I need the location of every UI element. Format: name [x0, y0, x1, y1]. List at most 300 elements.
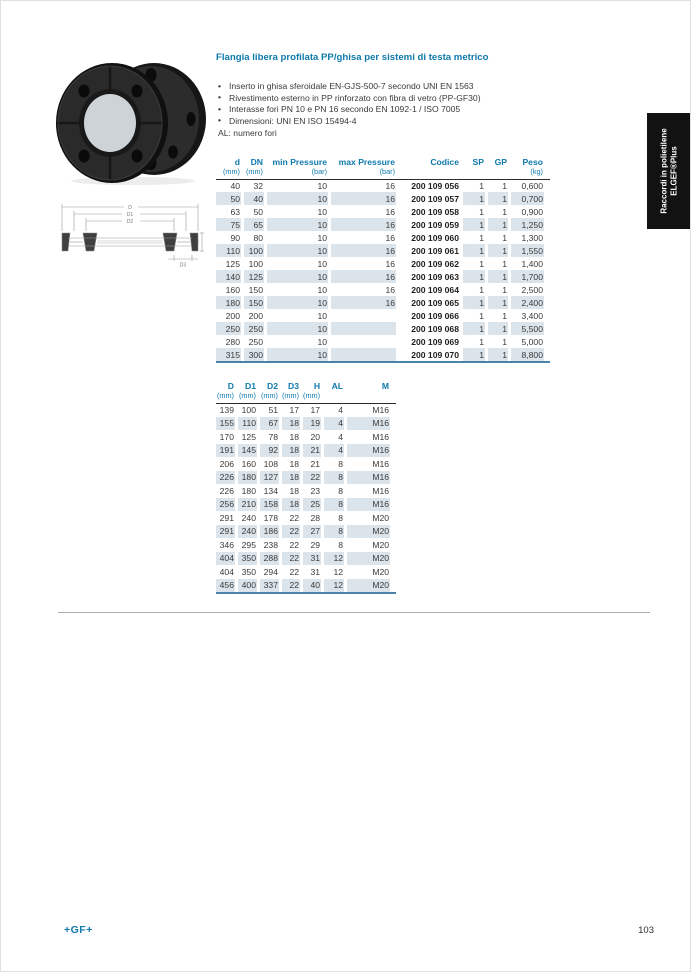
cell-d2: 158: [260, 498, 279, 512]
chapter-tab-text: [659, 128, 678, 213]
cell-codice: 200 109 059: [411, 219, 459, 230]
cell-d: 291: [219, 512, 234, 523]
cell-sp: 1: [479, 310, 484, 321]
table-row: [216, 283, 544, 296]
cell-codice: 200 109 062: [411, 258, 459, 269]
cell-min-pressure: 10: [267, 192, 328, 205]
cell-d3: 22: [282, 552, 300, 566]
table-header: [216, 153, 544, 179]
feature-item: • Dimensioni: UNI EN ISO 15494-4: [218, 116, 481, 128]
cell-d: 50: [216, 192, 241, 205]
dim-label-d: D: [128, 204, 132, 211]
column-unit: (mm): [238, 391, 256, 400]
cell-max-pressure: 16: [385, 180, 395, 191]
dim-label-d2: D2: [126, 218, 134, 225]
table-row: [216, 417, 390, 431]
column-header-d: d: [234, 157, 240, 167]
cell-d1: 145: [238, 444, 257, 458]
cell-m: M16: [347, 498, 390, 512]
cell-d3: 22: [282, 579, 300, 593]
cell-gp: 1: [502, 258, 507, 269]
cell-gp: 1: [488, 348, 508, 361]
cell-min-pressure: 10: [267, 322, 328, 335]
cell-d1: 180: [238, 471, 257, 485]
cell-gp: 1: [502, 310, 507, 321]
cell-d: 139: [219, 404, 234, 415]
cell-dn: 200: [248, 310, 263, 321]
cell-al: 8: [324, 498, 344, 512]
table-row: [216, 457, 390, 471]
cell-codice: 200 109 063: [411, 271, 459, 282]
column-unit: (mm): [216, 391, 234, 400]
cell-al: 4: [338, 404, 344, 415]
cell-m: M16: [372, 458, 390, 469]
cell-sp: 1: [479, 180, 484, 191]
cell-min-pressure: 10: [317, 258, 327, 269]
table-row: [216, 552, 390, 566]
cell-min-pressure: 10: [267, 218, 328, 231]
cell-sp: 1: [463, 296, 485, 309]
cell-d: 226: [216, 471, 235, 485]
dimensions-table-wrap: [216, 153, 550, 363]
column-header-al: AL: [331, 381, 344, 391]
table-row: [216, 179, 544, 192]
cell-gp: 1: [502, 206, 507, 217]
cell-al: 12: [324, 552, 344, 566]
cell-h: 19: [303, 417, 321, 431]
cell-d: 125: [225, 258, 240, 269]
cell-m: M16: [347, 444, 390, 458]
cell-codice: 200 109 056: [411, 180, 459, 191]
cell-h: 28: [310, 512, 321, 523]
table-row: [216, 257, 544, 270]
cell-codice: 200 109 070: [411, 349, 459, 360]
dim-label-d3: D3: [179, 262, 187, 269]
cell-d2: 127: [260, 471, 279, 485]
cell-d2: 294: [263, 566, 278, 577]
product-photo-flange: [53, 57, 208, 187]
cell-h: 31: [310, 566, 321, 577]
cell-d: 200: [225, 310, 240, 321]
cell-d2: 108: [263, 458, 278, 469]
cell-m: M20: [347, 552, 390, 566]
cell-d3: 22: [282, 525, 300, 539]
column-header-d3: D3: [288, 381, 300, 391]
cell-d: 191: [216, 444, 235, 458]
column-unit: (mm): [222, 167, 240, 176]
cell-codice: 200 109 060: [411, 232, 459, 243]
cell-min-pressure: 10: [267, 348, 328, 361]
column-unit: (mm): [303, 391, 321, 400]
cell-codice: 200 109 068: [411, 323, 459, 334]
cell-d3: 18: [289, 458, 300, 469]
cell-gp: 1: [502, 336, 507, 347]
cell-max-pressure: 16: [331, 218, 396, 231]
cell-d3: 18: [282, 444, 300, 458]
chapter-tab[interactable]: [647, 113, 690, 229]
cell-peso: 5,500: [511, 322, 544, 335]
cell-max-pressure: 16: [331, 270, 396, 283]
cell-d1: 295: [241, 539, 256, 550]
cell-d2: 67: [260, 417, 279, 431]
cell-h: 31: [303, 552, 321, 566]
cell-m: M20: [372, 566, 390, 577]
cell-max-pressure: 16: [331, 244, 396, 257]
cell-m: M16: [372, 485, 390, 496]
cell-d: 280: [225, 336, 240, 347]
cell-max-pressure: [331, 322, 396, 335]
section-divider: [58, 612, 650, 613]
cell-d: 346: [219, 539, 234, 550]
cell-al: 12: [324, 579, 344, 593]
column-header-peso: Peso: [522, 157, 543, 167]
cell-d: 250: [216, 322, 241, 335]
table-row: [216, 322, 544, 335]
cell-d1: 240: [241, 512, 256, 523]
table-row: [216, 205, 544, 218]
cell-h: 23: [310, 485, 321, 496]
cell-m: M20: [372, 539, 390, 550]
cell-al: 4: [324, 417, 344, 431]
cell-gp: 1: [488, 322, 508, 335]
feature-item: • Rivestimento esterno in PP rinforzato con fibra di vetro (PP-GF30): [218, 93, 481, 105]
column-header-min-pressure: min Pressure: [272, 157, 327, 167]
cell-peso: 1,700: [511, 270, 544, 283]
cell-d: 140: [216, 270, 241, 283]
cell-h: 21: [303, 444, 321, 458]
cell-d: 456: [216, 579, 235, 593]
cell-max-pressure: 16: [331, 296, 396, 309]
cell-dn: 65: [244, 218, 264, 231]
cell-d: 63: [230, 206, 240, 217]
cell-dn: 100: [244, 244, 264, 257]
cell-sp: 1: [463, 348, 485, 361]
cell-d1: 350: [241, 566, 256, 577]
chapter-tab-line2: ELGEF®Plus: [668, 146, 678, 196]
table-row: [216, 309, 544, 322]
table-row: [216, 511, 390, 525]
column-unit: (bar): [311, 167, 327, 176]
cell-max-pressure: [331, 348, 396, 361]
cell-h: 17: [310, 404, 321, 415]
cell-min-pressure: 10: [317, 284, 327, 295]
cell-d: 291: [216, 525, 235, 539]
table-row: [216, 270, 544, 283]
cell-peso: 1,400: [521, 258, 543, 269]
cell-gp: 1: [488, 270, 508, 283]
cell-dn: 300: [244, 348, 264, 361]
cell-al: 4: [338, 431, 344, 442]
column-header-h: H: [313, 381, 321, 391]
cell-min-pressure: 10: [317, 206, 327, 217]
cell-d2: 337: [260, 579, 279, 593]
cell-m: M16: [347, 471, 390, 485]
column-header-gp: GP: [494, 157, 507, 167]
table-row: [216, 444, 390, 458]
cell-codice: 200 109 058: [411, 206, 459, 217]
cell-al: 12: [333, 566, 344, 577]
table-bottom-rule: [216, 592, 396, 594]
cell-d: 226: [219, 485, 234, 496]
cell-sp: 1: [463, 218, 485, 231]
cell-min-pressure: 10: [317, 180, 327, 191]
cell-d3: 17: [289, 404, 300, 415]
cell-codice: 200 109 064: [411, 284, 459, 295]
cell-d2: 78: [268, 431, 278, 442]
cell-min-pressure: 10: [317, 310, 327, 321]
legend-note: AL: numero fori: [218, 128, 277, 138]
table-row: [216, 430, 390, 444]
cell-gp: 1: [488, 296, 508, 309]
cell-d1: 350: [238, 552, 257, 566]
cell-m: M16: [372, 431, 390, 442]
column-header-d2: D2: [267, 381, 278, 391]
technical-drawing: [56, 197, 204, 269]
dimensions-table: [213, 153, 547, 361]
cell-al: 8: [338, 485, 344, 496]
cell-d2: 134: [263, 485, 278, 496]
cell-sp: 1: [463, 244, 485, 257]
table-row: [216, 525, 390, 539]
column-header-sp: SP: [472, 157, 484, 167]
column-unit: (kg): [530, 167, 543, 176]
cell-d: 75: [216, 218, 241, 231]
cell-max-pressure: 16: [331, 192, 396, 205]
table-row: [216, 244, 544, 257]
table-bottom-rule: [216, 361, 550, 363]
cell-dn: 250: [244, 322, 264, 335]
cell-d3: 18: [282, 471, 300, 485]
cell-d3: 18: [282, 498, 300, 512]
cell-gp: 1: [488, 244, 508, 257]
table-row: [216, 335, 544, 348]
feature-item: • Inserto in ghisa sferoidale EN-GJS-500-7 secondo UNI EN 1563: [218, 81, 481, 93]
column-header-dn: DN: [250, 157, 263, 167]
section-profile: [62, 233, 198, 251]
cell-dn: 150: [248, 284, 263, 295]
column-header-max-pressure: max Pressure: [338, 157, 395, 167]
column-unit: (mm): [260, 391, 278, 400]
cell-codice: 200 109 065: [411, 297, 459, 308]
cell-dn: 50: [253, 206, 263, 217]
feature-list: [218, 81, 481, 127]
cell-peso: 2,500: [521, 284, 543, 295]
cell-peso: 5,000: [521, 336, 543, 347]
cell-d2: 92: [260, 444, 279, 458]
cell-peso: 1,550: [511, 244, 544, 257]
cell-max-pressure: [331, 335, 396, 348]
cell-peso: 1,300: [521, 232, 543, 243]
cell-al: 8: [338, 458, 344, 469]
cell-gp: 1: [488, 218, 508, 231]
gf-logo: +GF+: [64, 924, 93, 936]
feature-item: • Interasse fori PN 10 e PN 16 secondo EN 1092-1 / ISO 7005: [218, 104, 481, 116]
cell-d2: 288: [260, 552, 279, 566]
cell-d: 110: [216, 244, 241, 257]
cell-m: M16: [372, 404, 390, 415]
cell-sp: 1: [463, 192, 485, 205]
table-row: [216, 296, 544, 309]
cell-max-pressure: 16: [385, 206, 395, 217]
cell-h: 22: [303, 471, 321, 485]
geometry-table-wrap: [216, 377, 396, 594]
column-unit: (bar): [379, 167, 395, 176]
cell-d: 170: [219, 431, 234, 442]
cell-dn: 125: [244, 270, 264, 283]
column-unit: [488, 167, 508, 179]
cell-codice: 200 109 057: [411, 193, 459, 204]
cell-d: 404: [216, 552, 235, 566]
cell-codice: 200 109 066: [411, 310, 459, 321]
cell-dn: 100: [248, 258, 263, 269]
cell-sp: 1: [479, 206, 484, 217]
cell-codice: 200 109 069: [411, 336, 459, 347]
cell-gp: 1: [502, 232, 507, 243]
cell-d: 155: [216, 417, 235, 431]
column-unit: [399, 167, 460, 179]
cell-d1: 240: [238, 525, 257, 539]
cell-m: M20: [372, 512, 390, 523]
cell-peso: 2,400: [511, 296, 544, 309]
cell-min-pressure: 10: [267, 270, 328, 283]
cell-d2: 51: [268, 404, 278, 415]
cell-peso: 0,900: [521, 206, 543, 217]
page-title: Flangia libera profilata PP/ghisa per sistemi di testa metrico: [216, 52, 489, 63]
cell-gp: 1: [502, 180, 507, 191]
cell-d: 206: [219, 458, 234, 469]
cell-d3: 22: [289, 512, 300, 523]
table-body: [216, 179, 544, 361]
table-row: [216, 538, 390, 552]
cell-dn: 32: [253, 180, 263, 191]
cell-min-pressure: 10: [317, 336, 327, 347]
table-body: [216, 403, 390, 592]
chapter-tab-line1: Raccordi in polietilene: [659, 128, 668, 214]
cell-max-pressure: 16: [385, 284, 395, 295]
front-flange: [56, 63, 168, 183]
cell-d3: 22: [289, 566, 300, 577]
cell-peso: 0,700: [511, 192, 544, 205]
cell-codice: 200 109 061: [411, 245, 459, 256]
header-divider: [216, 179, 550, 180]
cell-h: 25: [303, 498, 321, 512]
cell-d3: 18: [282, 417, 300, 431]
cell-d2: 178: [263, 512, 278, 523]
cell-m: M20: [347, 579, 390, 593]
cell-min-pressure: 10: [267, 244, 328, 257]
cell-h: 20: [310, 431, 321, 442]
column-unit: (mm): [245, 167, 263, 176]
dim-label-d1: D1: [126, 211, 134, 218]
header-divider: [216, 403, 396, 404]
cell-d3: 18: [289, 485, 300, 496]
cell-d2: 238: [263, 539, 278, 550]
table-row: [216, 348, 544, 361]
cell-peso: 1,250: [511, 218, 544, 231]
cell-sp: 1: [463, 270, 485, 283]
table-row: [216, 471, 390, 485]
cell-d: 40: [230, 180, 240, 191]
table-header: [216, 377, 390, 403]
cell-dn: 150: [244, 296, 264, 309]
cell-d2: 186: [260, 525, 279, 539]
cell-min-pressure: 10: [267, 296, 328, 309]
page-number: 103: [638, 925, 654, 936]
cell-al: 8: [324, 471, 344, 485]
geometry-table: [213, 377, 393, 592]
cell-al: 4: [324, 444, 344, 458]
cell-h: 27: [303, 525, 321, 539]
cell-sp: 1: [479, 258, 484, 269]
column-header-codice: Codice: [430, 157, 459, 167]
table-row: [216, 403, 390, 417]
cell-max-pressure: 16: [385, 232, 395, 243]
cell-gp: 1: [488, 192, 508, 205]
column-unit: [324, 391, 344, 403]
cell-d: 160: [225, 284, 240, 295]
cell-max-pressure: 16: [385, 258, 395, 269]
column-header-m: M: [381, 381, 390, 391]
cell-h: 21: [310, 458, 321, 469]
column-unit: [463, 167, 485, 179]
cell-sp: 1: [479, 336, 484, 347]
cell-d1: 125: [241, 431, 256, 442]
column-header-d1: D1: [245, 381, 256, 391]
cell-d3: 18: [289, 431, 300, 442]
cell-d: 315: [216, 348, 241, 361]
cell-d: 404: [219, 566, 234, 577]
table-row: [216, 231, 544, 244]
cell-h: 29: [310, 539, 321, 550]
column-unit: [347, 391, 390, 403]
cell-min-pressure: 10: [317, 232, 327, 243]
cell-al: 8: [324, 525, 344, 539]
cell-peso: 8,800: [511, 348, 544, 361]
cell-d: 256: [216, 498, 235, 512]
cell-m: M20: [347, 525, 390, 539]
table-row: [216, 218, 544, 231]
cell-sp: 1: [479, 284, 484, 295]
cell-d1: 160: [241, 458, 256, 469]
cell-peso: 3,400: [521, 310, 543, 321]
table-row: [216, 579, 390, 593]
cell-al: 8: [338, 512, 344, 523]
cell-d1: 110: [238, 417, 257, 431]
cell-d: 90: [230, 232, 240, 243]
cell-dn: 80: [253, 232, 263, 243]
cell-d: 180: [216, 296, 241, 309]
cell-sp: 1: [463, 322, 485, 335]
cell-dn: 250: [248, 336, 263, 347]
table-row: [216, 498, 390, 512]
cell-h: 40: [303, 579, 321, 593]
cell-sp: 1: [479, 232, 484, 243]
cell-d3: 22: [289, 539, 300, 550]
cell-d1: 400: [238, 579, 257, 593]
column-header-d: D: [227, 381, 234, 391]
cell-d1: 100: [241, 404, 256, 415]
table-row: [216, 565, 390, 579]
cell-max-pressure: [331, 309, 396, 322]
cell-al: 8: [338, 539, 344, 550]
cell-dn: 40: [244, 192, 264, 205]
cell-m: M16: [347, 417, 390, 431]
cell-gp: 1: [502, 284, 507, 295]
column-unit: (mm): [282, 391, 300, 400]
cell-d1: 210: [238, 498, 257, 512]
table-row: [216, 484, 390, 498]
cell-d1: 180: [241, 485, 256, 496]
